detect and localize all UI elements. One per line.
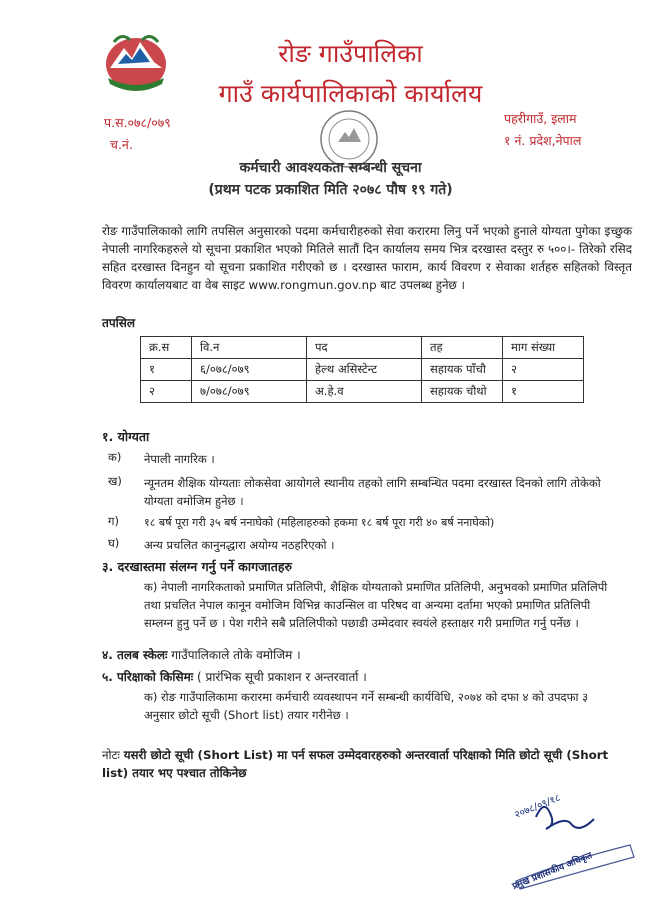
qualification-title: १. योग्यता [102,429,150,444]
dispatch-number: च.नं. [110,137,133,152]
list-item-label: क) [108,450,122,464]
details-label: तपसिल [102,316,136,330]
notice-heading: कर्मचारी आवश्यकता सम्बन्धी सूचना [239,160,422,176]
exam-title: ५. परिक्षाको किसिमः [102,670,194,684]
exam-line [102,668,602,685]
table-cell: सहायक चौथो [422,381,503,403]
list-item-label: ग) [108,514,119,528]
table-cell: २ [503,359,584,381]
officer-stamp: प्रमुख प्रशासकीय अधिकृत [511,850,594,893]
table-cell: ७/०७८/०७९ [192,381,307,403]
address-line-1: पहरीगाउँ, इलाम [504,111,577,126]
column-header: पद [307,337,422,359]
handwritten-signature [536,807,594,829]
notice-subheading: (प्रथम पटक प्रकाशित मिति २०७८ पौष १९ गते) [208,182,453,198]
column-header: क्र.स [141,337,192,359]
list-item: अन्य प्रचलित कानुनद्धारा अयोग्य नठहरिएको । [144,538,335,552]
reference-number: प.स.०७८/०७९ [104,115,171,130]
table-cell: १ [141,359,192,381]
list-item-label: घ) [108,536,120,550]
notice-intro-paragraph: रोङ गाउँपालिकाको लागि तपसिल अनुसारको पदमा कर्मचारीहरुको सेवा करारमा लिनु पर्ने भएको हुनाले योग्यता पुगेका इच्छुक नेपाली नागरिकहरुले यो सूचना प्रकाशित भएको मितिले सातौं दिन कार्यालय समय भित्र दरखास्त दस्तुर रु ५००।- तिरेको रसिद सहित दरखास्त दिनहुन यो सूचना प्रकाशित गरीएको छ । दरखास्त फाराम, कार्य विवरण र सेवाका शर्तहरु सहितको विस्तृत विवरण कार्यालयबाट वा वेब साइट www.rongmun.gov.np बाट उपलब्ध हुनेछ । [102,224,632,292]
vacancy-table [140,336,584,403]
exam-text: ( प्रारंभिक सूची प्रकाशन र अन्तरवार्ता । [197,670,367,684]
table-row [141,359,584,381]
table-row [141,381,584,403]
table-cell: २ [141,381,192,403]
documents-title: ३. दरखास्तमा संलग्न गर्नु पर्ने कागजातहरु [102,559,292,574]
list-item: नेपाली नागरिक । [144,452,215,466]
column-header: वि.न [192,337,307,359]
table-header-row [141,337,584,359]
salary-line [102,646,602,663]
address-line-2: १ नं. प्रदेश,नेपाल [504,133,582,148]
table-cell: अ.हे.व [307,381,422,403]
column-header: तह [422,337,503,359]
signature-date: २०७८/०९/१८ [513,792,563,821]
list-item-label: ख) [108,474,122,488]
salary-text: गाउँपालिकाले तोके वमोजिम । [171,648,301,662]
list-item: १८ बर्ष पूरा गरी ३५ बर्ष ननाघेको (महिलाहरुको हकमा १८ बर्ष पूरा गरी ४० बर्ष ननाघेको) [144,516,495,529]
note-label: नोटः [102,748,120,762]
salary-title: ४. तलब स्केलः [102,648,168,662]
table-cell: ६/०७८/०७९ [192,359,307,381]
documents-text: क) नेपाली नागरिकताको प्रमाणित प्रतिलिपी, शैक्षिक योग्यताको प्रमाणित प्रतिलिपी, अनुभवको प्रमाणित प्रतिलिपी तथा प्रचलित नेपाल कानून वमोजिम विभिन्न काउन्सिल वा परिषद वा अन्यमा दर्तामा भएको प्रमाणित प्रतिलिपी सम्लग्न हुनु पर्ने छ । पेश गरीने सबै प्रतिलिपीको पछाडी उम्मेदवार स्वयंले हस्ताक्षर गरी प्रमाणित गर्नु पर्नेछ । [144,580,608,630]
municipality-name: रोङ गाउँपालिका [278,39,423,68]
table-cell: सहायक पाँचौ [422,359,503,381]
office-name: गाउँ कार्यपालिकाको कार्यालय [218,79,483,108]
column-header: माग संख्या [503,337,584,359]
note-text: यसरी छोटो सूची (Short List) मा पर्न सफल उम्मेदवारहरुको अन्तरवार्ता परिक्षाको मिति छोटो सूची (Short list) तयार भए पश्चात तोकिनेछ [102,748,609,780]
exam-detail: क) रोङ गाउँपालिकामा करारमा कर्मचारी व्यवस्थापन गर्ने सम्बन्धी कार्यविधि, २०७४ को दफा ४ को उपदफा ३ अनुसार छोटो सूची (Short list) तयार गरीनेछ । [144,690,589,722]
list-item: न्यूनतम शैक्षिक योग्यताः लोकसेवा आयोगले स्थानीय तहको लागि सम्बन्धित पदमा दरखास्त दिनको लागि तोकेको योग्यता वमोजिम हुनेछ । [144,476,601,508]
note-paragraph [102,746,628,782]
table-cell: हेल्थ असिस्टेन्ट [307,359,422,381]
table-cell: १ [503,381,584,403]
